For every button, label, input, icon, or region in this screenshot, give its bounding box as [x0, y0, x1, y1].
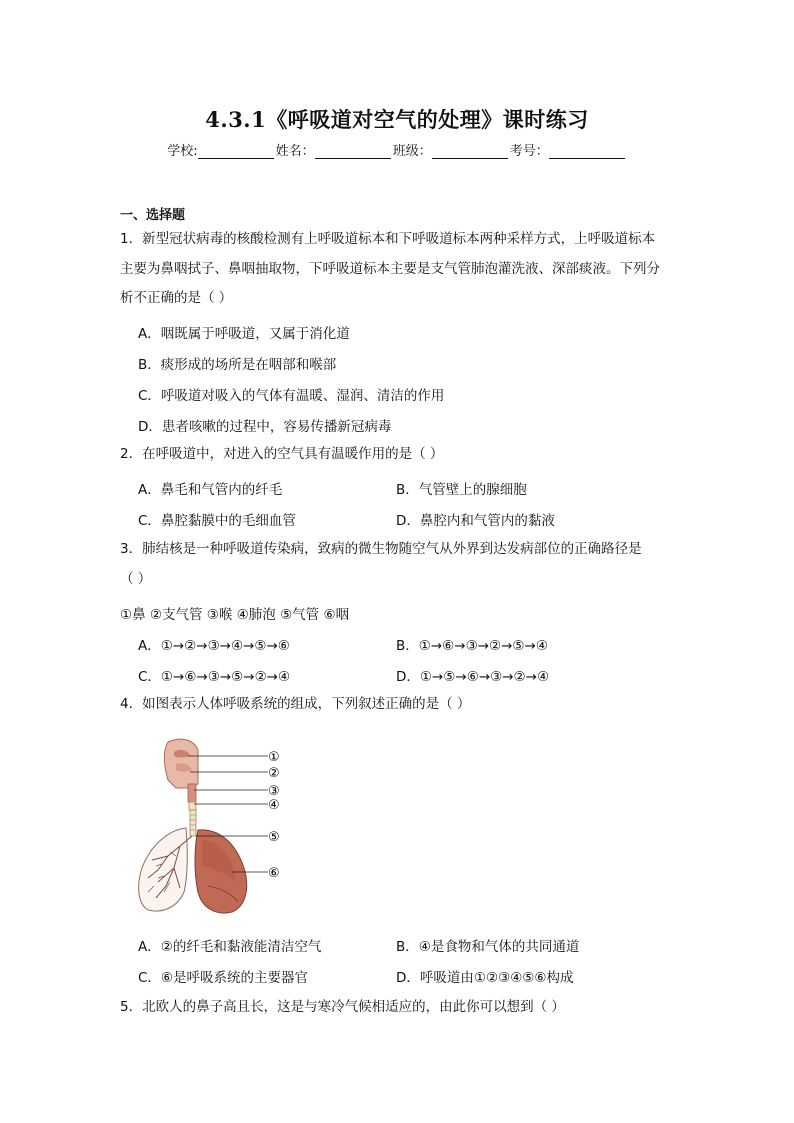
section-heading: 一、选择题: [120, 208, 186, 223]
exam-number-field: [510, 140, 627, 159]
class-blank[interactable]: [432, 144, 508, 159]
question-1-line: 析不正确的是（ ）: [120, 290, 233, 306]
question-1-line: 1．新型冠状病毒的核酸检测有上呼吸道标本和下呼吸道标本两种采样方式，上呼吸道标本: [120, 231, 656, 247]
q3-option-a[interactable]: A．①→②→③→④→⑤→⑥: [138, 638, 290, 654]
question-2-line: 2．在呼吸道中，对进入的空气具有温暖作用的是（ ）: [120, 446, 444, 462]
question-3: [120, 535, 680, 594]
exam-number-label: 考号：: [509, 144, 549, 159]
q3-option-d[interactable]: D．①→⑤→⑥→③→②→④: [396, 669, 550, 685]
school-field: [167, 140, 275, 159]
q4-option-d[interactable]: D．呼吸道由①②③④⑤⑥构成: [396, 970, 574, 986]
q2-option-c[interactable]: C．鼻腔黏膜中的毛细血管: [138, 513, 296, 529]
figure-label-2: ②: [268, 766, 280, 781]
figure-label-3: ③: [268, 784, 280, 799]
q1-option-a[interactable]: A．咽既属于呼吸道，又属于消化道: [138, 326, 350, 342]
class-field: [393, 140, 510, 159]
question-4-line: 4．如图表示人体呼吸系统的组成，下列叙述正确的是（ ）: [120, 696, 471, 712]
question-1-line: 主要为鼻咽拭子、鼻咽抽取物，下呼吸道标本主要是支气管肺泡灌洗液、深部痰液。下列分: [120, 260, 660, 277]
school-label: 学校:: [167, 144, 198, 159]
student-info-row: [0, 140, 794, 159]
respiratory-system-figure: [128, 736, 298, 916]
name-field: [276, 140, 393, 159]
respiratory-system-diagram: [128, 736, 298, 916]
question-5: [120, 993, 680, 1023]
q1-option-c[interactable]: C．呼吸道对吸入的气体有温暖、湿润、清洁的作用: [138, 388, 445, 404]
q2-option-b[interactable]: B．气管壁上的腺细胞: [396, 482, 527, 498]
q3-term-list: ①鼻 ②支气管 ③喉 ④肺泡 ⑤气管 ⑥咽: [120, 607, 350, 623]
page-title: 4.3.1《呼吸道对空气的处理》课时练习: [205, 107, 589, 132]
question-3-line: （ ）: [120, 570, 152, 587]
q4-option-b[interactable]: B．④是食物和气体的共同通道: [396, 939, 580, 955]
q4-option-a[interactable]: A．②的纤毛和黏液能清洁空气: [138, 939, 322, 955]
question-3-line: 3．肺结核是一种呼吸道传染病，致病的微生物随空气从外界到达发病部位的正确路径是: [120, 541, 642, 557]
q1-option-b[interactable]: B．痰形成的场所是在咽部和喉部: [138, 357, 337, 373]
question-2: [120, 440, 680, 470]
figure-label-5: ⑤: [268, 830, 280, 845]
q2-option-a[interactable]: A．鼻毛和气管内的纤毛: [138, 482, 283, 498]
q3-option-c[interactable]: C．①→⑥→③→⑤→②→④: [138, 669, 291, 685]
q4-option-c[interactable]: C．⑥是呼吸系统的主要器官: [138, 970, 309, 986]
figure-label-1: ①: [268, 750, 280, 765]
question-1: [120, 225, 680, 314]
school-blank[interactable]: [198, 144, 274, 159]
name-blank[interactable]: [315, 144, 391, 159]
class-label: 班级：: [392, 144, 432, 159]
figure-label-6: ⑥: [268, 866, 280, 881]
q2-option-d[interactable]: D．鼻腔内和气管内的黏液: [396, 513, 555, 529]
name-label: 姓名：: [275, 144, 315, 159]
figure-label-4: ④: [268, 798, 280, 813]
exam-number-blank[interactable]: [549, 144, 625, 159]
question-4: [120, 690, 680, 720]
question-5-line: 5．北欧人的鼻子高且长，这是与寒冷气候相适应的，由此你可以想到（ ）: [120, 999, 565, 1015]
q1-option-d[interactable]: D．患者咳嗽的过程中，容易传播新冠病毒: [138, 419, 392, 435]
q3-option-b[interactable]: B．①→⑥→③→②→⑤→④: [396, 638, 548, 654]
